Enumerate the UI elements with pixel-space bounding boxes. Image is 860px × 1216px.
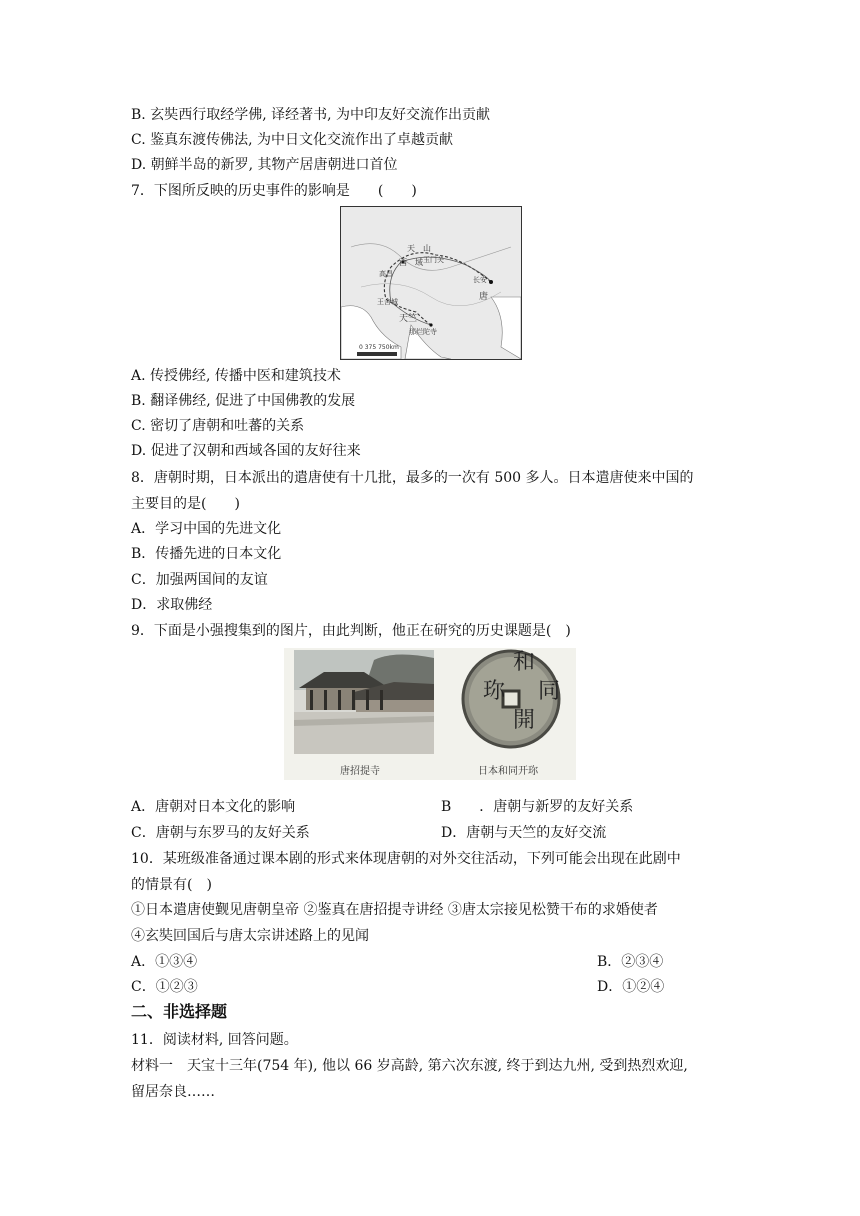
map-label-wangshecheng: 王舍城 bbox=[377, 298, 398, 306]
q8-option-b: B．传播先进的日本文化 bbox=[131, 546, 282, 562]
q6-option-d: D. 朝鲜半岛的新罗, 其物产居唐朝进口首位 bbox=[131, 157, 398, 173]
q8-stem-line2: 主要目的是( ) bbox=[131, 496, 240, 512]
coin-char-top: 和 bbox=[513, 650, 536, 675]
coin-char-right: 同 bbox=[538, 679, 561, 704]
map-label-tianshan: 天 山 bbox=[407, 244, 431, 253]
coin-char-bottom: 開 bbox=[513, 708, 536, 733]
map-label-yumenguan: 玉门关 bbox=[423, 256, 444, 264]
q9-option-c: C．唐朝与东罗马的友好关系 bbox=[131, 825, 310, 841]
q10-stem-line1: 10．某班级准备通过课本剧的形式来体现唐朝的对外交往活动，下列可能会出现在此剧中 bbox=[131, 851, 681, 867]
q8-option-a: A．学习中国的先进文化 bbox=[131, 521, 282, 537]
q7-option-a: A. 传授佛经, 传播中医和建筑技术 bbox=[131, 368, 341, 384]
q11-material-line1: 材料一 天宝十三年(754 年), 他以 66 岁高龄, 第六次东渡, 终于到达九州, 受到热烈欢迎, bbox=[131, 1058, 688, 1074]
map-label-nalanduo: 那烂陀寺 bbox=[409, 328, 437, 336]
caption-wadokaichin: 日本和同开珎 bbox=[478, 766, 538, 777]
q9-option-d: D．唐朝与天竺的友好交流 bbox=[441, 825, 607, 841]
q10-option-b: B．②③④ bbox=[597, 954, 664, 970]
map-label-tianzhu: 天竺 bbox=[399, 314, 418, 324]
q7-option-c: C. 密切了唐朝和吐蕃的关系 bbox=[131, 418, 305, 434]
map-label-tang: 唐 bbox=[479, 292, 489, 302]
q9-option-b: B ．唐朝与新罗的友好关系 bbox=[441, 799, 634, 815]
q7-stem: 7．下图所反映的历史事件的影响是 ( ) bbox=[131, 183, 417, 199]
q9-photo-panel bbox=[284, 648, 576, 780]
q10-option-d: D．①②④ bbox=[597, 979, 665, 995]
q11-stem: 11．阅读材料, 回答问题。 bbox=[131, 1032, 298, 1048]
q8-option-d: D．求取佛经 bbox=[131, 597, 213, 613]
caption-toshodaiji: 唐招提寺 bbox=[340, 766, 380, 777]
map-label-changan: 长安 bbox=[473, 276, 487, 284]
q9-stem: 9．下面是小强搜集到的图片，由此判断，他正在研究的历史课题是( ) bbox=[131, 623, 571, 639]
q8-option-c: C．加强两国间的友谊 bbox=[131, 572, 268, 588]
xuanzang-route-map bbox=[340, 206, 522, 360]
q6-option-c: C. 鉴真东渡传佛法, 为中日文化交流作出了卓越贡献 bbox=[131, 132, 454, 148]
q9-option-a: A．唐朝对日本文化的影响 bbox=[131, 799, 296, 815]
section-title: 二、非选择题 bbox=[131, 1002, 228, 1021]
q10-items-line1: ①日本遣唐使觐见唐朝皇帝 ②鉴真在唐招提寺讲经 ③唐太宗接见松赞干布的求婚使者 bbox=[131, 902, 658, 918]
q6-option-b: B. 玄奘西行取经学佛, 译经著书, 为中印友好交流作出贡献 bbox=[131, 107, 490, 123]
q11-material-line2: 留居奈良…… bbox=[131, 1084, 215, 1100]
q10-stem-line2: 的情景有( ) bbox=[131, 877, 212, 893]
q10-option-c: C．①②③ bbox=[131, 979, 198, 995]
toshodaiji-temple-image bbox=[294, 650, 434, 754]
map-scale-label: 0 375 750km bbox=[359, 344, 399, 351]
map-label-xiyu: 西 域 bbox=[399, 258, 423, 267]
q7-option-b: B. 翻译佛经, 促进了中国佛教的发展 bbox=[131, 393, 356, 409]
coin-char-left: 珎 bbox=[483, 679, 506, 704]
q8-stem-line1: 8．唐朝时期，日本派出的遣唐使有十几批，最多的一次有 500 多人。日本遣唐使来中国的 bbox=[131, 470, 694, 486]
q10-option-a: A．①③④ bbox=[131, 954, 198, 970]
q10-items-line2: ④玄奘回国后与唐太宗讲述路上的见闻 bbox=[131, 928, 369, 944]
map-label-gaochang: 高昌 bbox=[379, 270, 393, 278]
q7-option-d: D. 促进了汉朝和西域各国的友好往来 bbox=[131, 443, 361, 459]
